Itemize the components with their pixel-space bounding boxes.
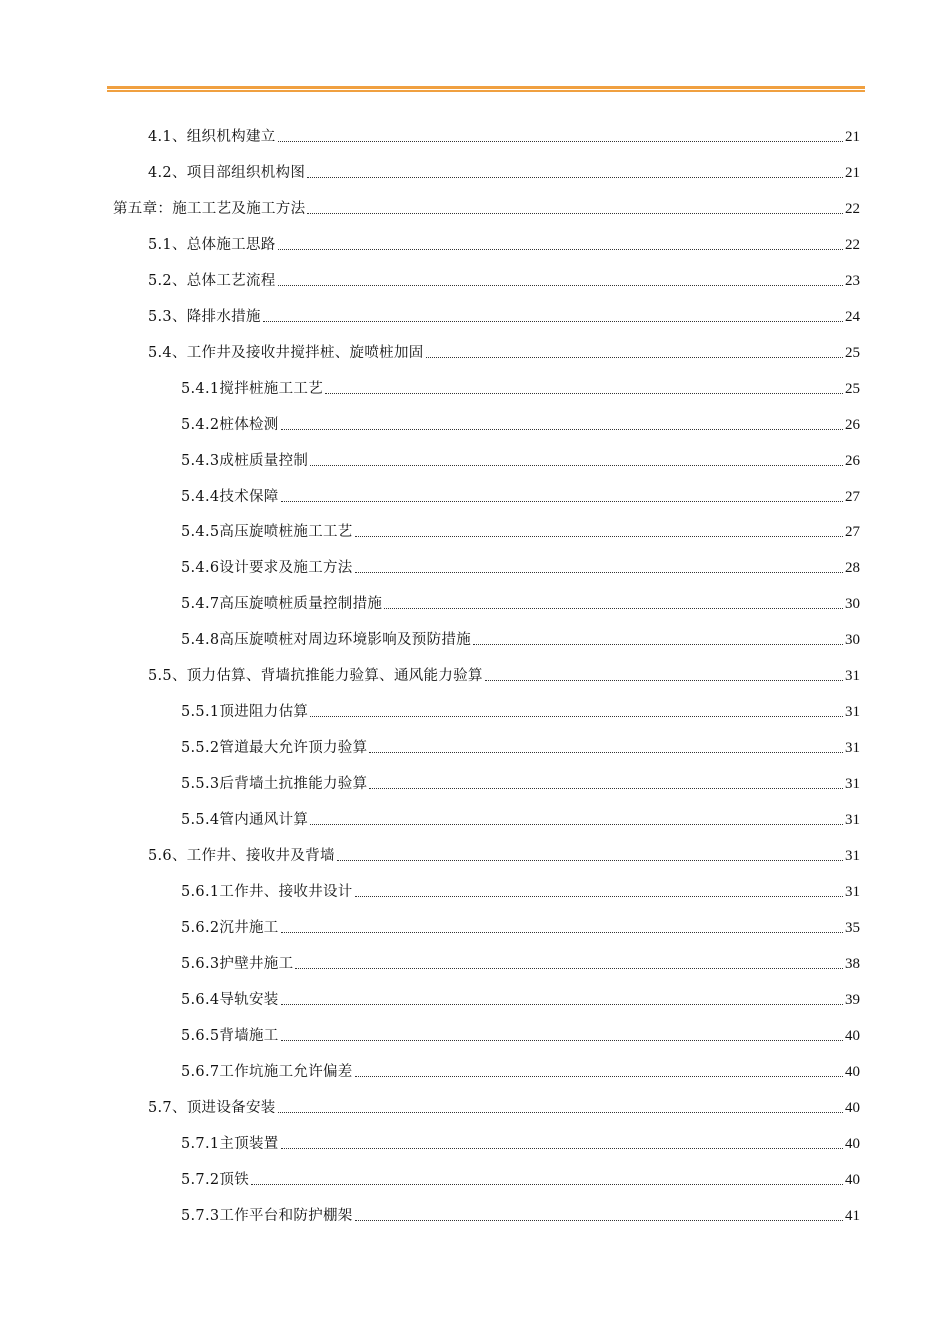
- toc-entry[interactable]: [181, 771, 860, 793]
- toc-entry-page: 31: [845, 740, 860, 757]
- toc-entry-label: 5.5.4管内通风计算: [181, 812, 309, 829]
- toc-dot-leader: [355, 536, 843, 537]
- toc-entry[interactable]: [148, 843, 860, 865]
- toc-dot-leader: [278, 141, 843, 142]
- toc-entry-page: 31: [845, 883, 860, 900]
- toc-entry-label: 5.4.6设计要求及施工方法: [181, 560, 353, 577]
- toc-dot-leader: [263, 321, 843, 322]
- toc-dot-leader: [281, 1148, 843, 1149]
- toc-dot-leader: [337, 860, 843, 861]
- toc-dot-leader: [307, 177, 843, 178]
- toc-entry[interactable]: [181, 699, 860, 721]
- toc-dot-leader: [355, 1076, 843, 1077]
- toc-entry[interactable]: [181, 484, 860, 506]
- toc-entry-page: 24: [845, 308, 860, 325]
- toc-dot-leader: [355, 1220, 843, 1221]
- toc-entry[interactable]: [148, 124, 860, 146]
- toc-entry-label: 5.6.7工作坑施工允许偏差: [181, 1063, 353, 1080]
- toc-dot-leader: [325, 393, 843, 394]
- toc-entry[interactable]: [181, 555, 860, 577]
- toc-entry[interactable]: [181, 987, 860, 1009]
- toc-entry-page: 26: [845, 416, 860, 433]
- toc-entry-label: 5.4.3成桩质量控制: [181, 452, 309, 469]
- toc-entry-page: 30: [845, 632, 860, 649]
- toc-entry-page: 21: [845, 164, 860, 181]
- toc-entry-label: 5.5.3后背墙土抗推能力验算: [181, 776, 368, 793]
- toc-entry[interactable]: [181, 951, 860, 973]
- toc-entry-page: 41: [845, 1207, 860, 1224]
- toc-entry-label: 5.7、顶进设备安装: [148, 1099, 276, 1116]
- toc-entry-page: 40: [845, 1099, 860, 1116]
- toc-entry-page: 28: [845, 560, 860, 577]
- toc-entry-page: 31: [845, 776, 860, 793]
- toc-entry-page: 23: [845, 272, 860, 289]
- toc-entry-label: 4.2、项目部组织机构图: [148, 164, 306, 181]
- toc-dot-leader: [281, 501, 843, 502]
- toc-entry[interactable]: [148, 268, 860, 290]
- toc-entry[interactable]: [148, 160, 860, 182]
- toc-entry[interactable]: [148, 340, 860, 362]
- toc-entry-label: 5.2、总体工艺流程: [148, 272, 276, 289]
- toc-dot-leader: [485, 680, 843, 681]
- toc-entry[interactable]: [181, 879, 860, 901]
- toc-entry-page: 40: [845, 1135, 860, 1152]
- toc-entry-label: 5.4.7高压旋喷桩质量控制措施: [181, 596, 383, 613]
- toc-entry-label: 5.5、顶力估算、背墙抗推能力验算、通风能力验算: [148, 668, 483, 685]
- toc-entry[interactable]: [181, 735, 860, 757]
- toc-dot-leader: [310, 824, 843, 825]
- toc-entry[interactable]: [181, 1131, 860, 1153]
- header-rule-thin: [107, 90, 865, 92]
- header-rule: [107, 86, 865, 93]
- toc-entry-label: 5.4.8高压旋喷桩对周边环境影响及预防措施: [181, 632, 471, 649]
- toc-entry-label: 5.4.5高压旋喷桩施工工艺: [181, 524, 353, 541]
- toc-dot-leader: [251, 1184, 843, 1185]
- toc-entry[interactable]: [148, 1095, 860, 1117]
- toc-entry-page: 21: [845, 129, 860, 145]
- toc-entry-page: 31: [845, 848, 860, 864]
- toc-entry-page: 40: [845, 1027, 860, 1044]
- toc-entry-label: 5.6.3护壁井施工: [181, 955, 294, 972]
- toc-entry-page: 22: [845, 200, 860, 217]
- toc-entry-label: 5.4.2桩体检测: [181, 416, 279, 433]
- toc-dot-leader: [295, 968, 843, 969]
- toc-entry-page: 40: [845, 1171, 860, 1188]
- toc-dot-leader: [310, 465, 843, 466]
- toc-entry-page: 25: [845, 380, 860, 397]
- toc-entry-label: 5.5.2管道最大允许顶力验算: [181, 740, 368, 757]
- toc-entry-label: 5.6.2沉井施工: [181, 919, 279, 936]
- toc-entry-label: 5.6、工作井、接收井及背墙: [148, 848, 335, 864]
- header-rule-thick: [107, 86, 865, 89]
- toc-entry[interactable]: [113, 196, 860, 218]
- toc-entry[interactable]: [181, 1167, 860, 1189]
- toc-dot-leader: [278, 285, 843, 286]
- toc-entry-label: 5.6.5背墙施工: [181, 1027, 279, 1044]
- toc-entry-page: 31: [845, 812, 860, 829]
- toc-entry-label: 5.3、降排水措施: [148, 308, 261, 325]
- toc-entry[interactable]: [148, 304, 860, 326]
- toc-entry-label: 5.4.1搅拌桩施工工艺: [181, 380, 323, 397]
- toc-dot-leader: [281, 932, 843, 933]
- toc-entry[interactable]: [181, 1203, 860, 1225]
- toc-entry[interactable]: [181, 412, 860, 434]
- toc-entry-label: 第五章：施工工艺及施工方法: [113, 200, 306, 217]
- toc-entry[interactable]: [181, 1023, 860, 1045]
- toc-dot-leader: [384, 608, 843, 609]
- toc-entry-page: 22: [845, 236, 860, 253]
- toc-dot-leader: [281, 1040, 843, 1041]
- toc-dot-leader: [473, 644, 843, 645]
- toc-dot-leader: [281, 1004, 843, 1005]
- toc-entry-page: 25: [845, 344, 860, 361]
- toc-entry-page: 27: [845, 488, 860, 505]
- toc-entry[interactable]: [181, 807, 860, 829]
- toc-dot-leader: [369, 788, 843, 789]
- toc-entry[interactable]: [181, 627, 860, 649]
- toc-entry-page: 30: [845, 596, 860, 613]
- toc-entry-label: 5.4、工作井及接收井搅拌桩、旋喷桩加固: [148, 344, 424, 361]
- toc-entry[interactable]: [181, 915, 860, 937]
- toc-entry-page: 38: [845, 955, 860, 972]
- toc-dot-leader: [310, 716, 843, 717]
- toc-entry-label: 5.6.1工作井、接收井设计: [181, 883, 353, 900]
- toc-entry-page: 35: [845, 919, 860, 936]
- toc-entry-page: 27: [845, 524, 860, 541]
- toc-entry-page: 31: [845, 668, 860, 685]
- toc-entry-label: 5.4.4技术保障: [181, 488, 279, 505]
- toc-entry[interactable]: [181, 591, 860, 613]
- toc-dot-leader: [426, 357, 843, 358]
- toc-entry-label: 5.1、总体施工思路: [148, 236, 276, 253]
- toc-entry-page: 40: [845, 1063, 860, 1080]
- toc-entry[interactable]: [181, 448, 860, 470]
- toc-entry-label: 5.7.1主顶装置: [181, 1135, 279, 1152]
- toc-entry-label: 5.7.3工作平台和防护棚架: [181, 1207, 353, 1224]
- toc-entry[interactable]: [181, 519, 860, 541]
- toc-entry[interactable]: [148, 232, 860, 254]
- toc-entry-page: 31: [845, 704, 860, 721]
- toc-entry-label: 5.7.2顶铁: [181, 1171, 249, 1188]
- toc-entry-label: 5.5.1顶进阻力估算: [181, 704, 309, 721]
- toc-dot-leader: [307, 213, 843, 214]
- toc-dot-leader: [278, 1112, 843, 1113]
- toc-dot-leader: [355, 572, 843, 573]
- toc-entry-page: 26: [845, 452, 860, 469]
- toc-dot-leader: [355, 896, 843, 897]
- toc-entry[interactable]: [148, 663, 860, 685]
- toc-entry[interactable]: [181, 1059, 860, 1081]
- toc-dot-leader: [369, 752, 843, 753]
- toc-entry-label: 4.1、组织机构建立: [148, 129, 276, 145]
- toc-dot-leader: [281, 429, 843, 430]
- toc-entry[interactable]: [181, 376, 860, 398]
- toc-entry-page: 39: [845, 991, 860, 1008]
- toc-dot-leader: [278, 249, 843, 250]
- toc-entry-label: 5.6.4导轨安装: [181, 991, 279, 1008]
